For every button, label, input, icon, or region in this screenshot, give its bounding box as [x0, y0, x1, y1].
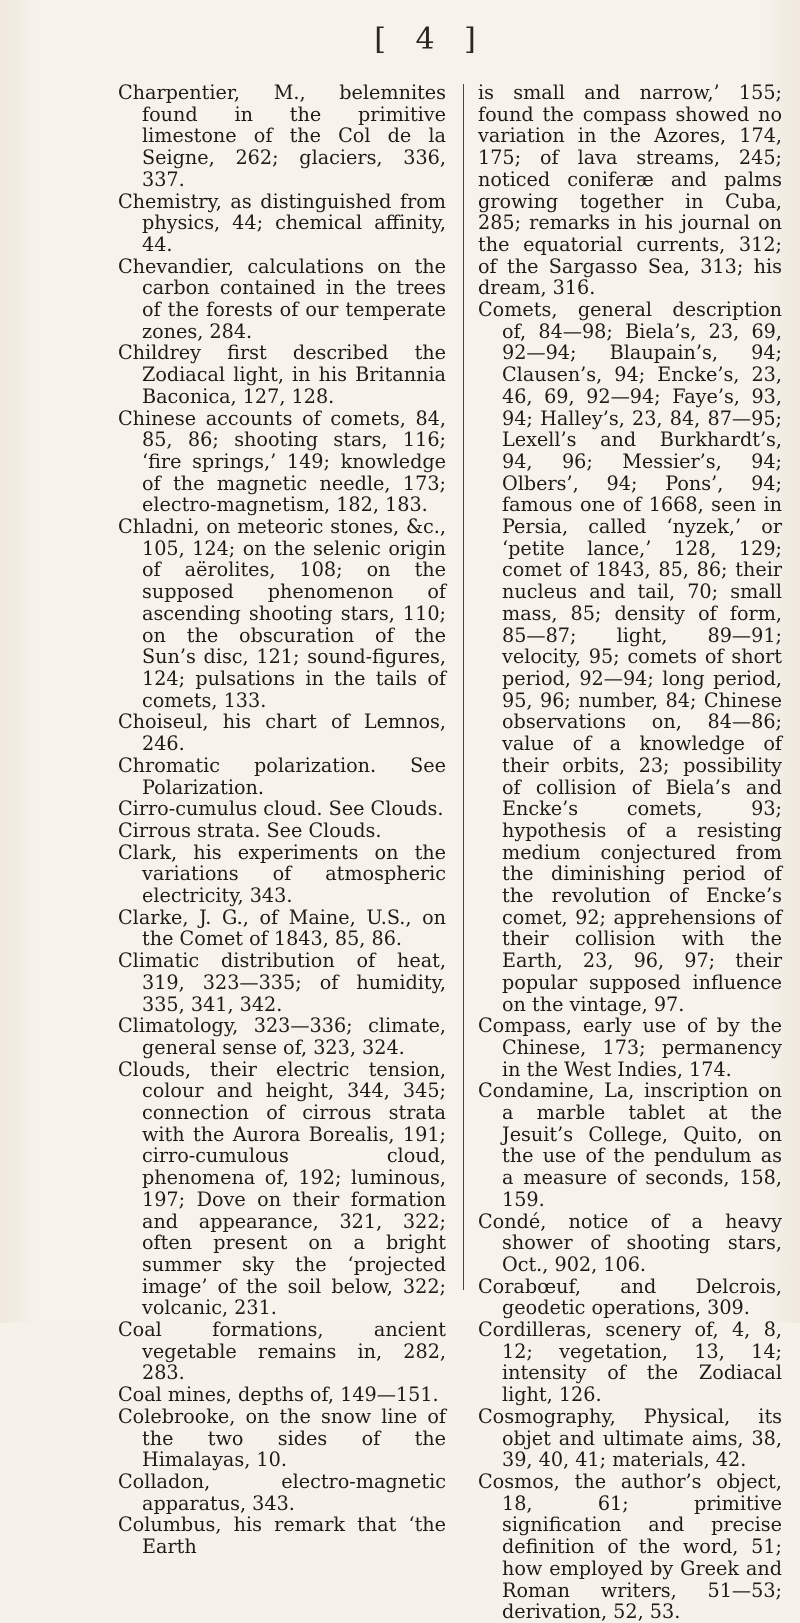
index-entry: Condé, notice of a heavy shower of shooting stars, Oct., 902, 106.: [478, 1209, 782, 1276]
index-entry: Chemistry, as distinguished from physics, 44; chemical affinity, 44.: [118, 189, 446, 256]
index-entry: Clouds, their electric tension, colour and height, 344, 345; connection of cirrous strata with the Aurora Borealis, 191; cirro-cumulous cloud, phenomena of, 192; luminous, 197; Dove on their formation and appearance, 321, 322; often present on a bright summer sky the ‘projected image’ of the soil below, 322; volcanic, 231.: [118, 1057, 446, 1320]
index-entry: Cosmography, Physical, its objet and ultimate aims, 38, 39, 40, 41; materials, 42.: [478, 1404, 782, 1472]
index-entry: Condamine, La, inscription on a marble tablet at the Jesuit’s College, Quito, on the use of the pendulum as a measure of seconds, 158, 159.: [478, 1079, 782, 1211]
index-entry: Coal formations, ancient vegetable remains in, 282, 283.: [118, 1318, 446, 1385]
index-entry: Cirrous strata. See Clouds.: [118, 818, 382, 842]
index-entry: Colladon, electro-magnetic apparatus, 343.: [118, 1470, 446, 1515]
index-entry: Compass, early use of by the Chinese, 173; permanency in the West Indies, 174.: [478, 1014, 782, 1081]
index-entry: Clark, his experiments on the variations of atmospheric electricity, 343.: [118, 840, 446, 908]
index-entry: Chevandier, calculations on the carbon contained in the trees of the forests of our temperate zones, 284.: [118, 254, 446, 343]
column-divider: [463, 84, 464, 1290]
index-entry: Cosmos, the author’s object, 18, 61; primitive signification and precise definition of the word, 51; how employed by Greek and Roman writers, 51—53; derivation, 52, 53.: [478, 1470, 782, 1623]
index-entry: Climatology, 323—336; climate, general sense of, 323, 324.: [118, 1014, 446, 1059]
index-entry: Charpentier, M., belemnites found in the primitive limestone of the Col de la Seigne, 262; glaciers, 336, 337.: [118, 81, 446, 191]
index-entry: Choiseul, his chart of Lemnos, 246.: [118, 710, 446, 756]
index-entry: Colebrooke, on the snow line of the two sides of the Himalayas, 10.: [118, 1404, 446, 1472]
index-entry: Columbus, his remark that ‘the Earth: [118, 1513, 446, 1559]
index-entry: Cordilleras, scenery of, 4, 8, 12; vegetation, 13, 14; intensity of the Zodiacal light, 126.: [478, 1318, 782, 1407]
index-entry: Clarke, J. G., of Maine, U.S., on the Comet of 1843, 85, 86.: [118, 905, 446, 951]
index-entry: Childrey first described the Zodiacal light, in his Britannia Baconica, 127, 128.: [118, 341, 446, 408]
right-column: [478, 82, 782, 1623]
index-entry: Chromatic polarization. See Polarization.: [118, 753, 446, 799]
index-entry: Cirro-cumulus cloud. See Clouds.: [118, 797, 444, 821]
index-entry: Comets, general description of, 84—98; Biela’s, 23, 69, 92—94; Blaupain’s, 94; Clausen’s, 94; Encke’s, 23, 46, 69, 92—94; Faye’s, 93, 94; Halley’s, 23, 84, 87—95; Lexell’s and Burkhardt’s, 94, 96; Messier’s, 94; Olbers’, 94; Pons’, 94; famous one of 1668, seen in Persia, called ‘nyzek,’ or ‘petite lance,’ 128, 129; comet of 1843, 85, 86; their nucleus and tail, 70; small mass, 85; density of form, 85—87; light, 89—91; velocity, 95; comets of short period, 92—94; long period, 95, 96; number, 84; Chinese observations on, 84—86; value of a knowledge of their orbits, 23; possibility of collision of Biela’s and Encke’s comets, 93; hypothesis of a resisting medium conjectured from the diminishing period of the revolution of Encke’s comet, 92; apprehensions of their collision with the Earth, 23, 96, 97; their popular supposed influence on the vintage, 97.: [478, 298, 782, 1016]
index-entry-continuation: is small and narrow,’ 155; found the compass showed no variation in the Azores, 174, 175; of lava streams, 245; noticed coniferæ and palms growing together in Cuba, 285; remarks in his journal on the equatorial currents, 312; of the Sargasso Sea, 313; his dream, 316.: [478, 81, 782, 300]
index-entry: Corabœuf, and Delcrois, geodetic operations, 309.: [478, 1274, 782, 1320]
left-column: [118, 82, 446, 1558]
index-entry: Chladni, on meteoric stones, &c., 105, 124; on the selenic origin of aërolites, 108; on the supposed phenomenon of ascending shooting stars, 110; on the obscuration of the Sun’s disc, 121; sound-figures, 124; pulsations in the tails of comets, 133.: [118, 515, 446, 712]
index-entry: Coal mines, depths of, 149—151.: [118, 1383, 439, 1407]
page-number: [ 4 ]: [374, 22, 486, 57]
index-entry: Climatic distribution of heat, 319, 323—335; of humidity, 335, 341, 342.: [118, 949, 446, 1016]
index-entry: Chinese accounts of comets, 84, 85, 86; shooting stars, 116; ‘fire springs,’ 149; knowledge of the magnetic needle, 173; electro-magnetism, 182, 183.: [118, 406, 446, 517]
